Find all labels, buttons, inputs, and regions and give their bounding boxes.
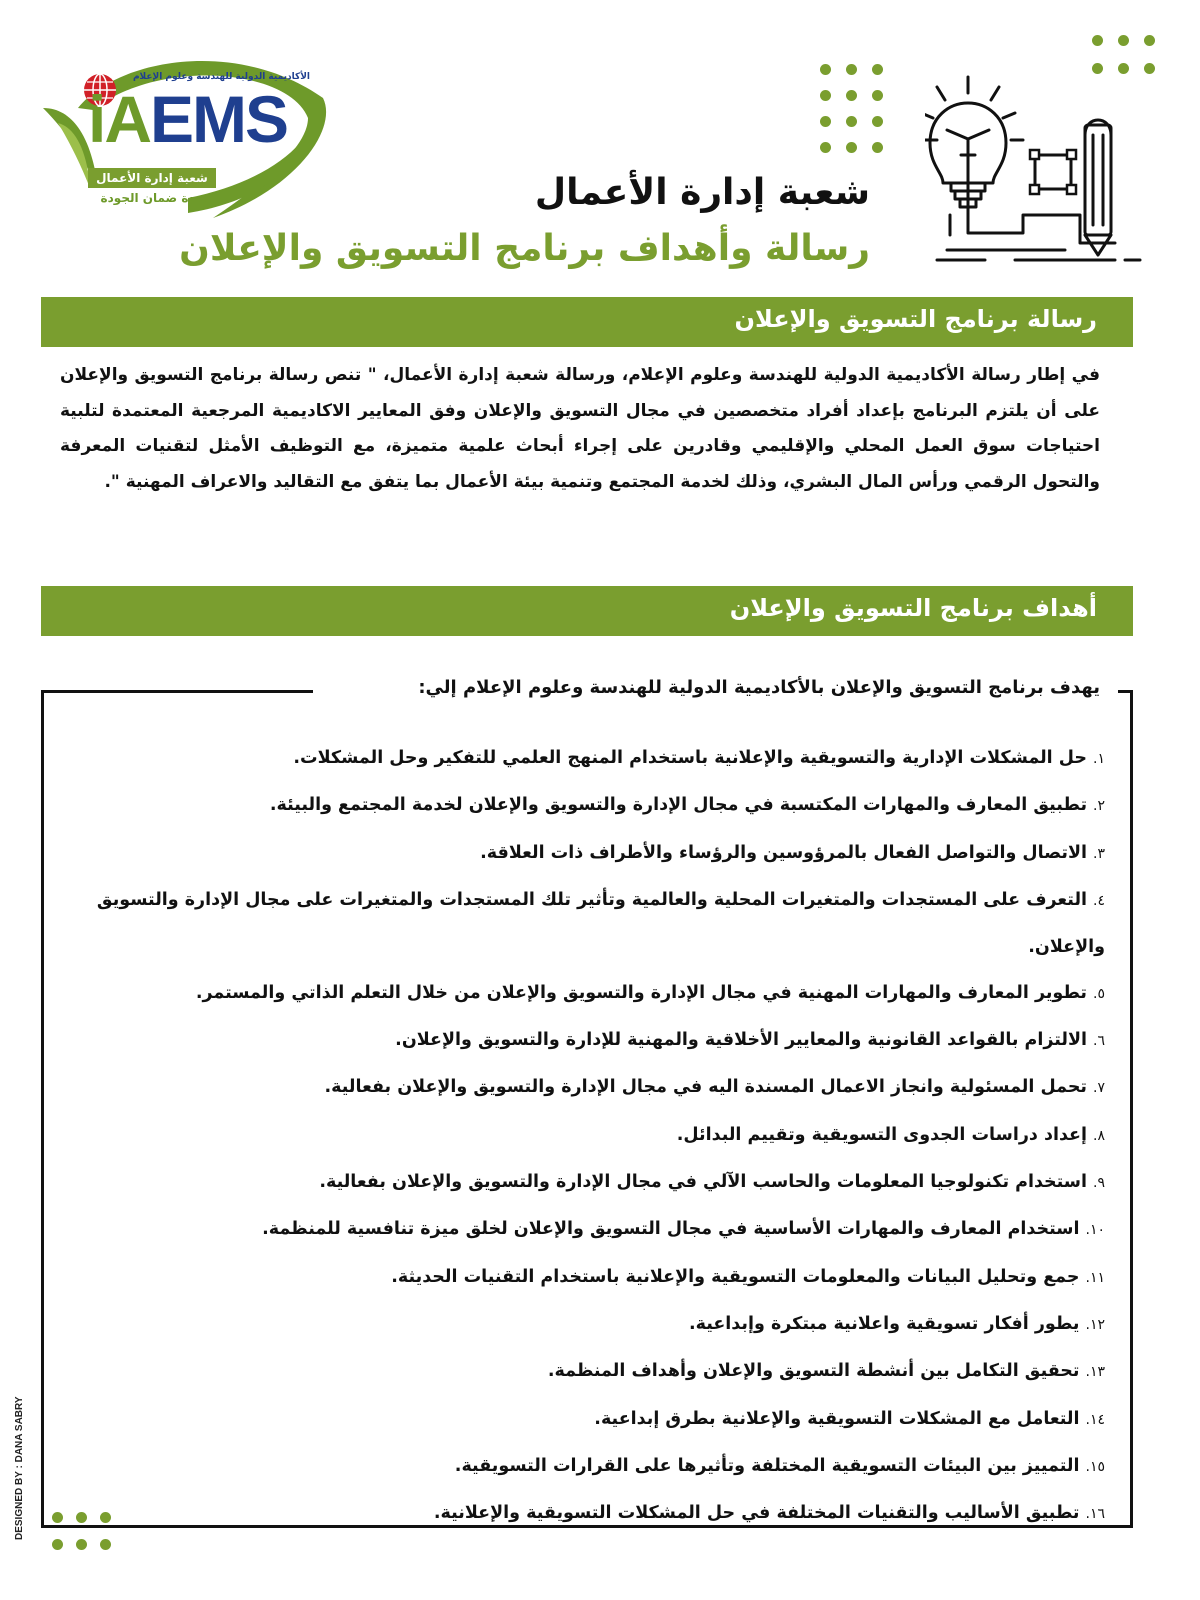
goal-item (70, 970, 1105, 1017)
goal-number: ٢. (1093, 798, 1105, 815)
goal-item (70, 1396, 1105, 1443)
goal-item (70, 1017, 1105, 1064)
goal-number: ٩. (1093, 1175, 1105, 1192)
goal-item (70, 877, 1105, 970)
goal-text: الالتزام بالقواعد القانونية والمعايير الأخلاقية والمهنية للإدارة والتسويق والإعلان. (395, 1030, 1088, 1051)
page-subtitle: رسالة وأهداف برنامج التسويق والإعلان (179, 228, 870, 269)
goal-number: ٤. (1093, 892, 1105, 909)
goal-item (70, 1064, 1105, 1111)
goal-item (70, 1348, 1105, 1395)
goal-text: تحقيق التكامل بين أنشطة التسويق والإعلان وأهداف المنظمة. (547, 1361, 1080, 1382)
goal-number: ١٠. (1085, 1222, 1105, 1239)
lightbulb-pencil-icon (925, 55, 1155, 280)
goal-number: ١٤. (1085, 1411, 1105, 1428)
goal-text: استخدام المعارف والمهارات الأساسية في مجال التسويق والإعلان لخلق ميزة تنافسية للمنظمة. (262, 1219, 1080, 1240)
goals-section-header (41, 586, 1133, 636)
goal-number: ١٥. (1085, 1458, 1105, 1475)
goal-text: التعامل مع المشكلات التسويقية والإعلانية بطرق إبداعية. (594, 1408, 1080, 1429)
goal-text: الاتصال والتواصل الفعال بالمرؤوسين والرؤساء والأطراف ذات العلاقة. (480, 842, 1088, 863)
mission-paragraph: في إطار رسالة الأكاديمية الدولية للهندسة وعلوم الإعلام، ورسالة شعبة إدارة الأعمال، " تنص رسالة برنامج التسويق والإعلان على أن يلتزم البرنامج بإعداد أفراد متخصصين في مجال التسويق والإعلان وفق المعايير الاكاديمية المرجعية المعتمدة لتلبية احتياجات سوق العمل المحلي والإقليمي وقادرين على إجراء أبحاث علمية متميزة، مع التوظيف الأمثل لتقنيات المعرفة والتحول الرقمي ورأس المال البشري، وذلك لخدمة المجتمع وتنمية بيئة الأعمال بما يتفق مع التقاليد والاعراف المهنية ". (60, 365, 1100, 492)
goal-item (70, 1254, 1105, 1301)
goal-item (70, 1112, 1105, 1159)
goal-number: ١٢. (1085, 1316, 1105, 1333)
page-title: شعبة إدارة الأعمال (534, 172, 870, 213)
goal-item (70, 1206, 1105, 1253)
goal-item (70, 1443, 1105, 1490)
logo-quality-unit: وحدة ضمان الجودة (100, 191, 212, 205)
goal-item (70, 1490, 1105, 1537)
designer-credit: DESIGNED BY : DANA SABRY (14, 1396, 25, 1540)
dots-decoration-top-middle (820, 64, 883, 153)
goal-text: إعداد دراسات الجدوى التسويقية وتقييم البدائل. (676, 1124, 1088, 1145)
goal-item (70, 782, 1105, 829)
goal-number: ١. (1093, 751, 1105, 767)
goal-text: يطور أفكار تسويقية واعلانية مبتكرة وإبداعية. (688, 1313, 1080, 1334)
goal-number: ٨. (1093, 1127, 1105, 1144)
goals-frame-top-border-left (41, 690, 313, 693)
goals-frame-top-border-right (1118, 690, 1133, 693)
goal-text: حل المشكلات الإدارية والتسويقية والإعلانية باستخدام المنهج العلمي للتفكير وحل المشكلات. (293, 748, 1088, 768)
mission-section-header (41, 297, 1133, 347)
goals-list (70, 735, 1105, 1537)
goal-number: ٥. (1093, 985, 1105, 1002)
goal-text: التعرف على المستجدات والمتغيرات المحلية والعالمية وتأثير تلك المستجدات والمتغيرات على مجال الإدارة والتسويق والإعلان. (96, 889, 1105, 957)
goal-number: ١١. (1085, 1269, 1105, 1286)
goal-text: جمع وتحليل البيانات والمعلومات التسويقية والإعلانية باستخدام التقنيات الحديثة. (391, 1266, 1080, 1287)
goal-text: استخدام تكنولوجيا المعلومات والحاسب الآلي في مجال الإدارة والتسويق والإعلان بفعالية. (319, 1172, 1088, 1193)
goal-number: ٧. (1093, 1080, 1105, 1097)
goal-item (70, 735, 1105, 782)
logo-letters-blue: EMS (150, 82, 288, 156)
goal-number: ١٣. (1085, 1364, 1105, 1381)
logo-wordmark (88, 82, 288, 156)
goal-text: التمييز بين البيئات التسويقية المختلفة وتأثيرها على القرارات التسويقية. (454, 1455, 1080, 1476)
logo-department-band: شعبة إدارة الأعمال (88, 168, 216, 188)
goal-text: تطبيق الأساليب والتقنيات المختلفة في حل المشكلات التسويقية والإعلانية. (433, 1503, 1080, 1524)
goal-text: تطوير المعارف والمهارات المهنية في مجال الإدارة والتسويق والإعلان من خلال التعلم الذاتي والمستمر. (195, 982, 1088, 1003)
logo-letters-green: iA (88, 82, 150, 156)
goal-text: تطبيق المعارف والمهارات المكتسبة في مجال الإدارة والتسويق والإعلان لخدمة المجتمع والبيئة. (269, 795, 1088, 816)
goals-heading: أهداف برنامج التسويق والإعلان (729, 594, 1097, 622)
goal-text: تحمل المسئولية وانجاز الاعمال المسندة اليه في مجال الإدارة والتسويق والإعلان بفعالية. (324, 1077, 1088, 1098)
logo-academy-name: الأكاديمية الدولية للهندسة وعلوم الإعلام (132, 72, 310, 82)
goal-number: ٦. (1093, 1033, 1105, 1050)
goal-item (70, 1159, 1105, 1206)
goals-intro: يهدف برنامج التسويق والإعلان بالأكاديمية الدولية للهندسة وعلوم الإعلام إلي: (412, 677, 1106, 698)
goal-item (70, 1301, 1105, 1348)
mission-heading: رسالة برنامج التسويق والإعلان (734, 305, 1097, 333)
goal-number: ١٦. (1085, 1506, 1105, 1523)
goal-item (70, 830, 1105, 877)
goal-number: ٣. (1093, 845, 1105, 862)
iaems-logo (38, 38, 338, 228)
